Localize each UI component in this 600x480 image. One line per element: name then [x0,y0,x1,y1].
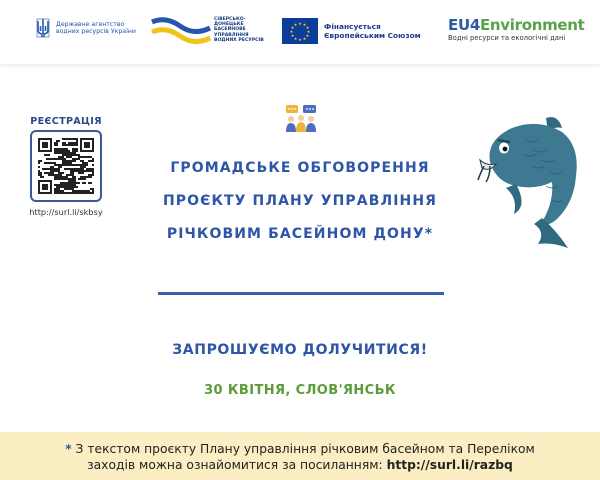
eu-logo-line2: Європейським Союзом [324,31,421,40]
footer-text [14,441,586,473]
svg-text:★: ★ [306,29,311,34]
footer-line1: З текстом проєкту Плану управління річковим басейном та Переліком [75,442,535,456]
agency-logo [36,18,166,38]
title-line-3: РІЧКОВИМ БАСЕЙНОМ ДОНУ* [166,226,434,242]
eu4-suffix: Environment [479,16,585,34]
svg-text:★: ★ [302,22,307,28]
svg-text:★: ★ [302,35,307,41]
discussion-people-icon [283,104,319,134]
footer-link[interactable]: http://surl.li/razbq [386,458,513,472]
svg-text:★: ★ [298,37,302,42]
eu4-tagline: Водні ресурси та екологічні дані [448,34,566,42]
basin-logo-line3: ВОДНИХ РЕСУРСІВ [214,37,264,43]
logo-bar [0,0,600,64]
svg-text:★: ★ [305,32,310,38]
divider [158,292,444,295]
svg-text:★: ★ [289,29,294,34]
svg-text:★: ★ [290,25,295,31]
basin-logo [150,14,272,46]
registration-url[interactable]: http://surl.li/skbsy [29,207,103,217]
agency-logo-line1: Державне агентство [56,20,125,28]
basin-logo-line1: СІВЕРСЬКО-ДОНЕЦЬКЕ [214,16,246,28]
date-place: 30 КВІТНЯ, СЛОВ'ЯНСЬК [204,383,396,398]
invite-heading: ЗАПРОШУЄМО ДОЛУЧИТИСЯ! [172,342,428,358]
eu4-prefix: EU4 [448,16,480,34]
svg-text:★: ★ [298,21,302,26]
eu4environment-logo [448,17,585,43]
svg-text:★: ★ [293,35,298,41]
footer-line2: заходів можна ознайомитися за посиланням: [87,458,387,472]
footnote-star: * [65,442,72,456]
eu-funding-logo [282,18,421,44]
eu-logo-line1: Фінансується [324,22,381,31]
title-line-2: ПРОЄКТУ ПЛАНУ УПРАВЛІННЯ [162,193,438,209]
basin-logo-line2: БАСЕЙНОВЕ УПРАВЛІННЯ [214,27,249,38]
eu-flag-icon [282,18,318,44]
fish-mascot-icon [476,110,594,250]
wave-icon [150,14,212,46]
registration-label: РЕЄСТРАЦІЯ [30,116,102,127]
svg-text:★: ★ [293,22,298,28]
footer-banner [0,432,600,480]
trident-icon [36,18,50,38]
agency-logo-line2: водних ресурсів України [56,28,136,35]
svg-text:★: ★ [290,32,295,38]
title-line-1: ГРОМАДСЬКЕ ОБГОВОРЕННЯ [170,160,430,176]
svg-text:★: ★ [305,25,310,31]
